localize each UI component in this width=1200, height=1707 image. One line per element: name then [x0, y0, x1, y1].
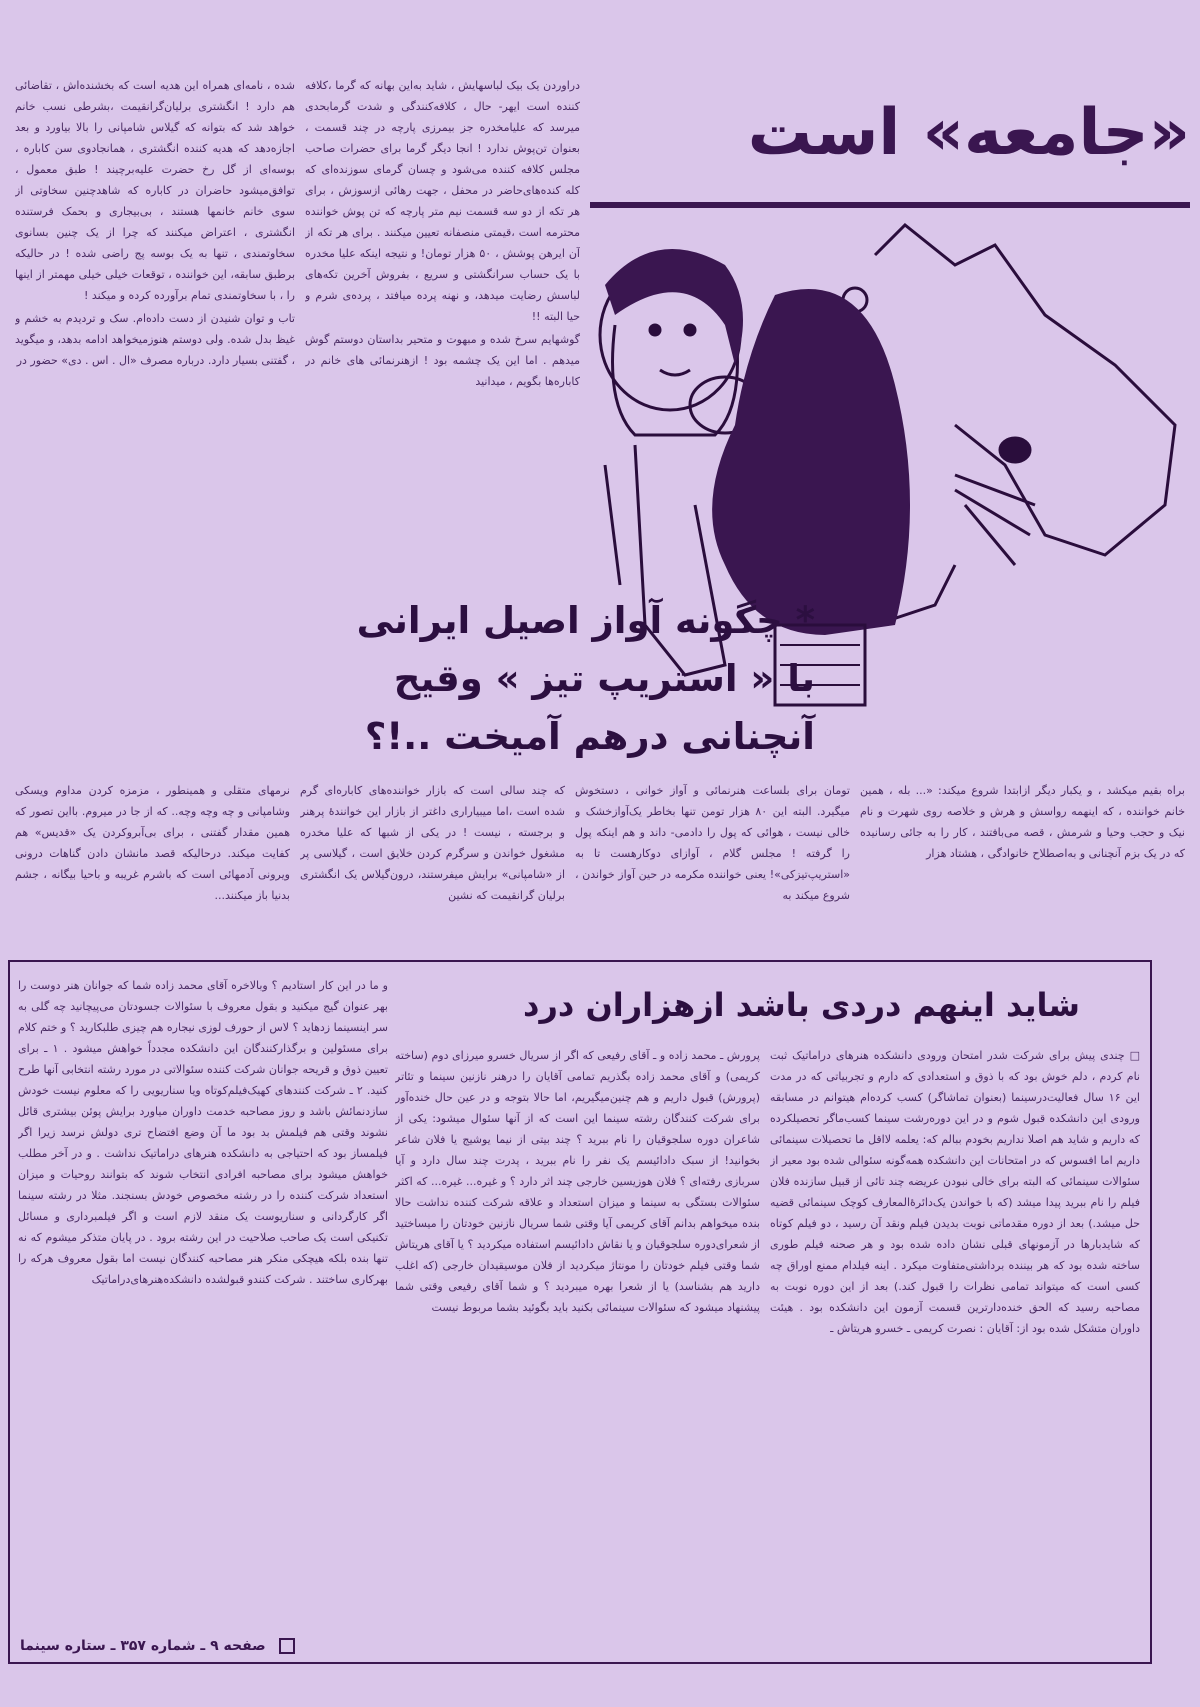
paragraph: نرمهای متقلی و همینطور ، مزمزه کردن مداوم ویسکی وشامپانی و چه وچه وچه.. که از جا در میروم. بااین تصور که همین مقدار گفتنی ، برای بی‌آبروکردن یک «قدیس» هم کفایت میکند. درحالیکه قصد مانشان دادن گناهات درونی ویرونی آدمهائی است که باشرم غریبه و باحیا بیگانه ، جشم بدنیا باز میکنند...: [15, 784, 290, 902]
page-footer: [20, 1638, 540, 1668]
paragraph: شده ، نامه‌ای همراه این هدیه است که بخشنده‌اش ، تقاضائی هم دارد ! انگشتری برلیان‌گرانقیمت ،بشرطی نسب خانم خواهد شد که بتوانه که گیلاس شامپانی را بالا بیاورد و بعد اجازه‌دهد که هدیه کننده انگشتری ، همانجادوی سن کاباره ، بوسه‌ای از گل رخ حضرت علیه‌برچیند ! طبق معمول ، توافق‌میشود حاضران در کاباره که شاهدچنین سخاوتی از سوی خانم خانمها هستند ، بی‌بیجاری و بحمک فرستنده انگشتری ، اعتراض میکنند که چرا از یک چنین بسانوی سخاوتمندی ، تنها به یک بوسه پج راضی شده ! در حالیکه برطبق سابقه، این خواننده ، توقعات خیلی خیلی مهمتر از اینها را ، با سخاوتمندی تمام برآورده کرده و میکند !: [15, 79, 295, 302]
headline-strip-tease: * چگونه آواز اصیل ایرانی با « استریپ تیز » وقیح آنچنانی درهم آمیخت ..!؟: [356, 599, 815, 758]
box-column-right: [770, 1045, 1140, 1645]
page-title: «جامعه» است: [747, 96, 1190, 170]
middle-column-3: [300, 780, 565, 955]
middle-column-4: [15, 780, 290, 955]
footer-text: صفحه ۹ ـ شماره ۳۵۷ ـ ستاره سینما: [20, 1638, 266, 1654]
box-column-left: [18, 975, 388, 1645]
paragraph: براه بقیم میکشد ، و یکبار دیگر ازابتدا شروع میکند: «... بله ، همین خانم خواننده ، که اینهمه رواسش و هرش و خلاصه روی شهرت و نام نیک و حجب وحیا و شرمش ، قصه می‌بافتند ، کار را به جائی رسانیده که در یک بزم آنچنانی و به‌اصطلاح خانوادگی ، هشتاد هزار: [860, 784, 1185, 860]
box-column-middle: [395, 1045, 760, 1645]
top-column-left: [15, 75, 295, 585]
middle-column-2: [575, 780, 850, 955]
paragraph: و ما در این کار استادیم ؟ وبالاخره آقای محمد زاده شما که جوانان هنر دوست را بهر عنوان گیج میکنید و بقول معروف با سئوالات جسودتان می‌پیچانید چه گلی به سر اینسینما زدهاید ؟ لاس از حورف لوزی نیجاره هم چیزی طلبکارید ؟ و ختم کلام برای مسئولین و برگذارکنندگان این دانشکده مجدداً خواهش میشود . ۱ ـ برای تعیین ذوق و قریحه جوانان شرکت کننده سئوالاتی در مورد رشته انتخابی آنها طرح کنید. ۲ ـ شرکت کنندهای کهیک‌فیلم‌کوتاه ویا سناریویی را که معلوم نیست خودش سازدنمائش باشد و روز مصاحبه خدمت داوران میاورد برایش پوئن بیشتری قائل نشوند وقتی هم فیلمش بد بود ما آن وضع افتضاح تری دولش نرسد زیرا اگر فیلمساز بود که احتیاجی به دانشکده هنرهای دراماتیک نداشت . و در آخر مطلب خواهش میشود برای مصاحبه افرادی انتخاب شوند که بتوانند روحیات و میزان استعداد شرکت کننده را در رشته مخصوص خودش بسنجند. مثلا در رشته سینما اگر کارگردانی و سناریوست یک منقد لازم است و اگر فیلمبرداری و مسائل تکنیکی است یک صاحب صلاحیت در این رشته برود . در پایان متذکر میشوم که نه تنها بنده بلکه هیچکی منکر هنر مصاحبه کنندگان نیست اما بقول معروف هرکه را بهرکاری ساختند . شرکت کنندو قبولشده دانشکده‌هنرهای‌دراماتیک: [18, 979, 388, 1286]
paragraph: دراوردن یک بیک لباسهایش ، شاید به‌این بهانه که گرما ،کلافه کننده است ایهر- حال ، کلافه‌کنندگی و شدت گرمابحدی میرسد که علیامخدره جز بیمرزی پارچه در چند قسمت ، بعنوان تن‌پوش ندارد ! انجا دیگر گرما برای حضرات صاحب مجلس کلافه کننده می‌شود و چسان گرمای سوزنده‌ای که کله کنده‌های‌حاضر در محفل ، جهت رهائی ازسوزش ، برای هر تکه از دو سه قسمت نیم متر پارچه که تن پوش خواننده محترمه است ،قیمتی منصفانه تعیین میکنند . برای هر تکه از آن ایرهن پوشش ، ۵۰ هزار تومان! و نتیجه اینکه علیا مخدره با یک حساب سرانگشتی و سریع ، بفروش آخرین تکه‌های لباسش رضایت میدهد، و نهنه پرده میافتد ، پرده‌ی شرم و حیا البته !!: [305, 79, 580, 323]
paragraph: □ چندی پیش برای شرکت شدر امتحان ورودی دانشکده هنرهای دراماتیک ثبت نام کردم ، دلم خوش بود که با ذوق و استعدادی که دارم و تجربیاتی که در مدت این ۱۶ سال فعالیت‌درسینما (بعنوان تماشاگر) کسب کرده‌ام هیتوانم در مسابقه ورودی این دانشکده قبول شوم و در این دوره‌رشت سینما کسب‌ماگر تحصیلکرده که داریم و شاید هم اصلا نداریم بخودم ببالم که: یعلمه لااقل ما تحصیلات سینمائی داریم اما افسوس که در امتحانات این دانشکده همه‌گونه سئوالی شده بود معیر از سئوالات سینمائی که البته برای خالی نبودن عریضه چند تائی از قبیل سازنده فلان فیلم را نام ببرید پیدا میشد (که با خواندن یک‌دائرهٔ‌المعارف کوچک سینمائی قضیه حل میشد.) بعد از دوره مقدماتی نوبت بدیدن فیلم ونقد آن رسید ، دو فیلم کوتاه که شایدبارها در آزمونهای قبلی نشان داده شده بود و هر صحنه فیلم طوری ساخته شده بود که هر بیننده برداشتی‌متفاوت میکرد . اینه فیلدام ممنع اوراق چه کسی است که میتواند تمامی نظرات را قبول کند.) بعد از این دوره نوبت به مصاحبه رسید که الحق خنده‌دارترین قسمت آزمون این دانشکده بود . هیئت داوران متشکل شده بود از: آقایان : نصرت کریمی ـ خسرو هریتاش ـ: [770, 1049, 1140, 1335]
paragraph: تاب و توان شنیدن از دست داده‌ام. سک و تردیدم به خشم و غیظ بدل شده. ولی دوستم هنوزمیخواهد ادامه بدهد، و میگوید ، گفتنی بسیار دارد. درباره مصرف «ال . اس . دی» حضور در: [15, 312, 295, 367]
paragraph: تومان برای بلساعت هنرنمائی و آواز خوانی ، دستخوش میگیرد. البته این ۸۰ هزار تومن تنها بخاطر یک‌آوازخشک و خالی نیست ، هوائی که پول را دادمی- داند و هم اینکه پول را گرفته ! مجلس گلام ، آوازای دوکارهست تا به «استریپ‌تیزکی»! یعنی خواننده مکرمه در حین آواز خواندن ، شروع میکند به: [575, 784, 850, 902]
paragraph: که چند سالی است که بازار خواننده‌های کاباره‌ای گرم شده است ،اما میبیاراری داغتر از بازار این خوانندهٔ پرهنر و برجسته ، نیست ! در یکی از شبها که علیا مخدره مشغول خواندن و سرگرم کردن خلایق است ، گیلاسی پر از «شامپانی» برایش میفرستند، درون‌گیلاس یک انگشتری برلیان گرانقیمت که نشین: [300, 784, 565, 902]
middle-column-1: [860, 780, 1185, 955]
paragraph: پرورش ـ محمد زاده و ـ آقای رفیعی که اگر از سریال خسرو میرزای دوم (ساخته کریمی) و آقای محمد زاده بگذریم تمامی آقایان را درهنر نازنین سینما و تئاتر (پرورش) قبول داریم و هم چنین‌میگیریم، اما حالا بتوجه و در عین حال خنده‌آور برای شرکت کنندگان رشته سینما این است که از آنها سئوال میشود: یکی از شاعران دوره سلجوقیان را نام ببرید ؟ چند بیتی از نیما یوشیج یا فلان شاعر بخوانید! از سبک دادائیسم یک نفر را نام ببرید ، پدرت چند سال دارد و آیا سربازی رفته‌ای ؟ فلان هوزیسین خارجی چند اثر دارد ؟ و غیره... غیره... که اکثر سئوالات بستگی به سینما و میزان استعداد و علاقه شرکت کننده نداشت حالا بنده میخواهم بدانم آقای کریمی آیا وقتی شما سریال نازنین خودتان را میساختید از شعرای‌دوره سلجوقیان و یا نقاش دادائیسم استفاده میکردید ؟ یا آقای هریتاش شما وقتی فیلم خودتان را مونتاژ میکردید از فلان موسیقیدان خارجی (که اغلب دارید هم بشناسد) یا از شعرا بهره میبردید ؟ و شما آقای رفیعی وقتی شما پیشنهاد میشود که سئوالات سینمائی بکنید باید بگوئید بشما مربوط نیست: [395, 1049, 760, 1314]
boxed-article-title: شاید اینهم دردی باشد ازهزاران درد: [523, 986, 1080, 1024]
square-icon: [279, 1638, 295, 1654]
paragraph: گوشهایم سرخ شده و مبهوت و متحیر بداستان دوستم گوش میدهم . اما این یک چشمه بود ! ازهنرنمائی های خانم در کاباره‌ها بگویم ، میدانید: [305, 333, 580, 388]
top-column-middle: [305, 75, 580, 495]
